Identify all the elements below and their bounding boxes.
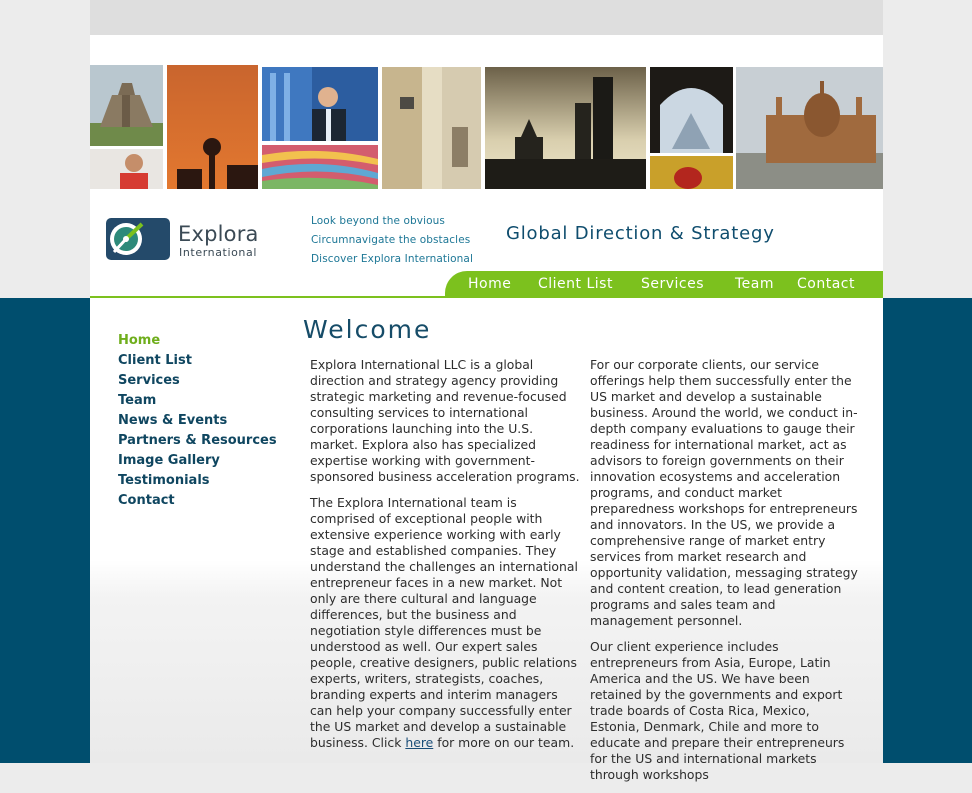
topnav-home[interactable]: Home: [468, 276, 512, 292]
tagline-3: Discover Explora International: [311, 253, 473, 265]
page-title: Welcome: [303, 315, 432, 344]
team-here-link[interactable]: here: [405, 735, 434, 750]
topnav-team[interactable]: Team: [735, 276, 775, 292]
alley-photo: [382, 67, 481, 189]
colorful-fabric-photo: [262, 145, 378, 189]
content-column-left: [310, 357, 580, 761]
red-figure-photo: [650, 156, 733, 189]
compass-logo-icon: [106, 218, 170, 260]
sidebar-item-image-gallery[interactable]: Image Gallery: [118, 453, 220, 468]
tagline-2: Circumnavigate the obstacles: [311, 234, 471, 246]
louvre-arch-photo: [650, 67, 733, 153]
sidebar-navigation: [118, 332, 277, 512]
content-area: [90, 298, 883, 782]
pyramid-photo: [90, 65, 163, 146]
team-paragraph-tail: for more on our team.: [433, 735, 575, 750]
sidebar-item-client-list[interactable]: Client List: [118, 353, 192, 368]
team-paragraph-text: The Explora International team is comprised of exceptional people with extensive experience working with early stage and established companies. They understand the challenges an international entrepreneur faces in a new market. Not only are there cultural and language differences, but the business and negotiation style differences must be understood as well. Our expert sales people, creative designers, public relations experts, writers, strategists, coaches, branding experts and interim managers can help your company successfully enter the US market and develop a sustainable business. Click: [310, 495, 578, 750]
sunset-silhouette-photo: [167, 65, 258, 189]
parliament-photo: [736, 67, 883, 189]
clients-paragraph: Our client experience includes entrepreneurs from Asia, Europe, Latin America and the US. We have been retained by the governments and export trade boards of Costa Rica, Mexico, Estonia, Denmark, Chile and more to educate and prepare their entrepreneurs for the US and international markets through workshops: [590, 639, 845, 782]
top-bar: [90, 0, 883, 35]
businessman-photo: [262, 67, 378, 141]
brand-name: Explora: [178, 222, 259, 246]
sidebar-item-contact[interactable]: Contact: [118, 493, 175, 508]
tagline-1: Look beyond the obvious: [311, 215, 445, 227]
tagline-group: [311, 212, 501, 269]
explora-logo[interactable]: [106, 218, 276, 262]
team-paragraph: [310, 495, 580, 751]
sidebar-item-home[interactable]: Home: [118, 333, 161, 348]
top-navigation: [445, 271, 883, 298]
page-container: [90, 0, 883, 782]
brand-subtitle: International: [179, 246, 258, 259]
strapline: Global Direction & Strategy: [506, 223, 775, 244]
sidebar-item-partners-resources[interactable]: Partners & Resources: [118, 433, 277, 448]
topnav-contact[interactable]: Contact: [797, 276, 855, 292]
sidebar-item-team[interactable]: Team: [118, 393, 157, 408]
content-column-right: [590, 357, 860, 793]
intro-paragraph: Explora International LLC is a global direction and strategy agency providing strategic marketing and revenue-focused consulting services to international corporations launching into the U.S. market. Explora also has specialized expertise working with government-sponsored business acceleration programs.: [310, 357, 580, 484]
sidebar-item-news-events[interactable]: News & Events: [118, 413, 228, 428]
header-photo-collage: [90, 65, 883, 189]
city-skyline-photo: [485, 67, 646, 189]
topnav-services[interactable]: Services: [641, 276, 705, 292]
person-photo: [90, 149, 163, 189]
sidebar-item-testimonials[interactable]: Testimonials: [118, 473, 210, 488]
services-paragraph: For our corporate clients, our service offerings help them successfully enter the US market and develop a sustainable business. Around the world, we conduct in-depth company evaluations to gauge their readiness for international market, act as advisors to foreign governments on their innovation ecosystems and acceleration programs, and conduct market preparedness workshops for entrepreneurs and innovators. In the US, we provide a comprehensive range of market entry services from market research and opportunity validation, messaging strategy and content creation, to lead generation programs and sales team and management personnel.: [590, 357, 858, 628]
sidebar-item-services[interactable]: Services: [118, 373, 180, 388]
topnav-client-list[interactable]: Client List: [538, 276, 613, 292]
